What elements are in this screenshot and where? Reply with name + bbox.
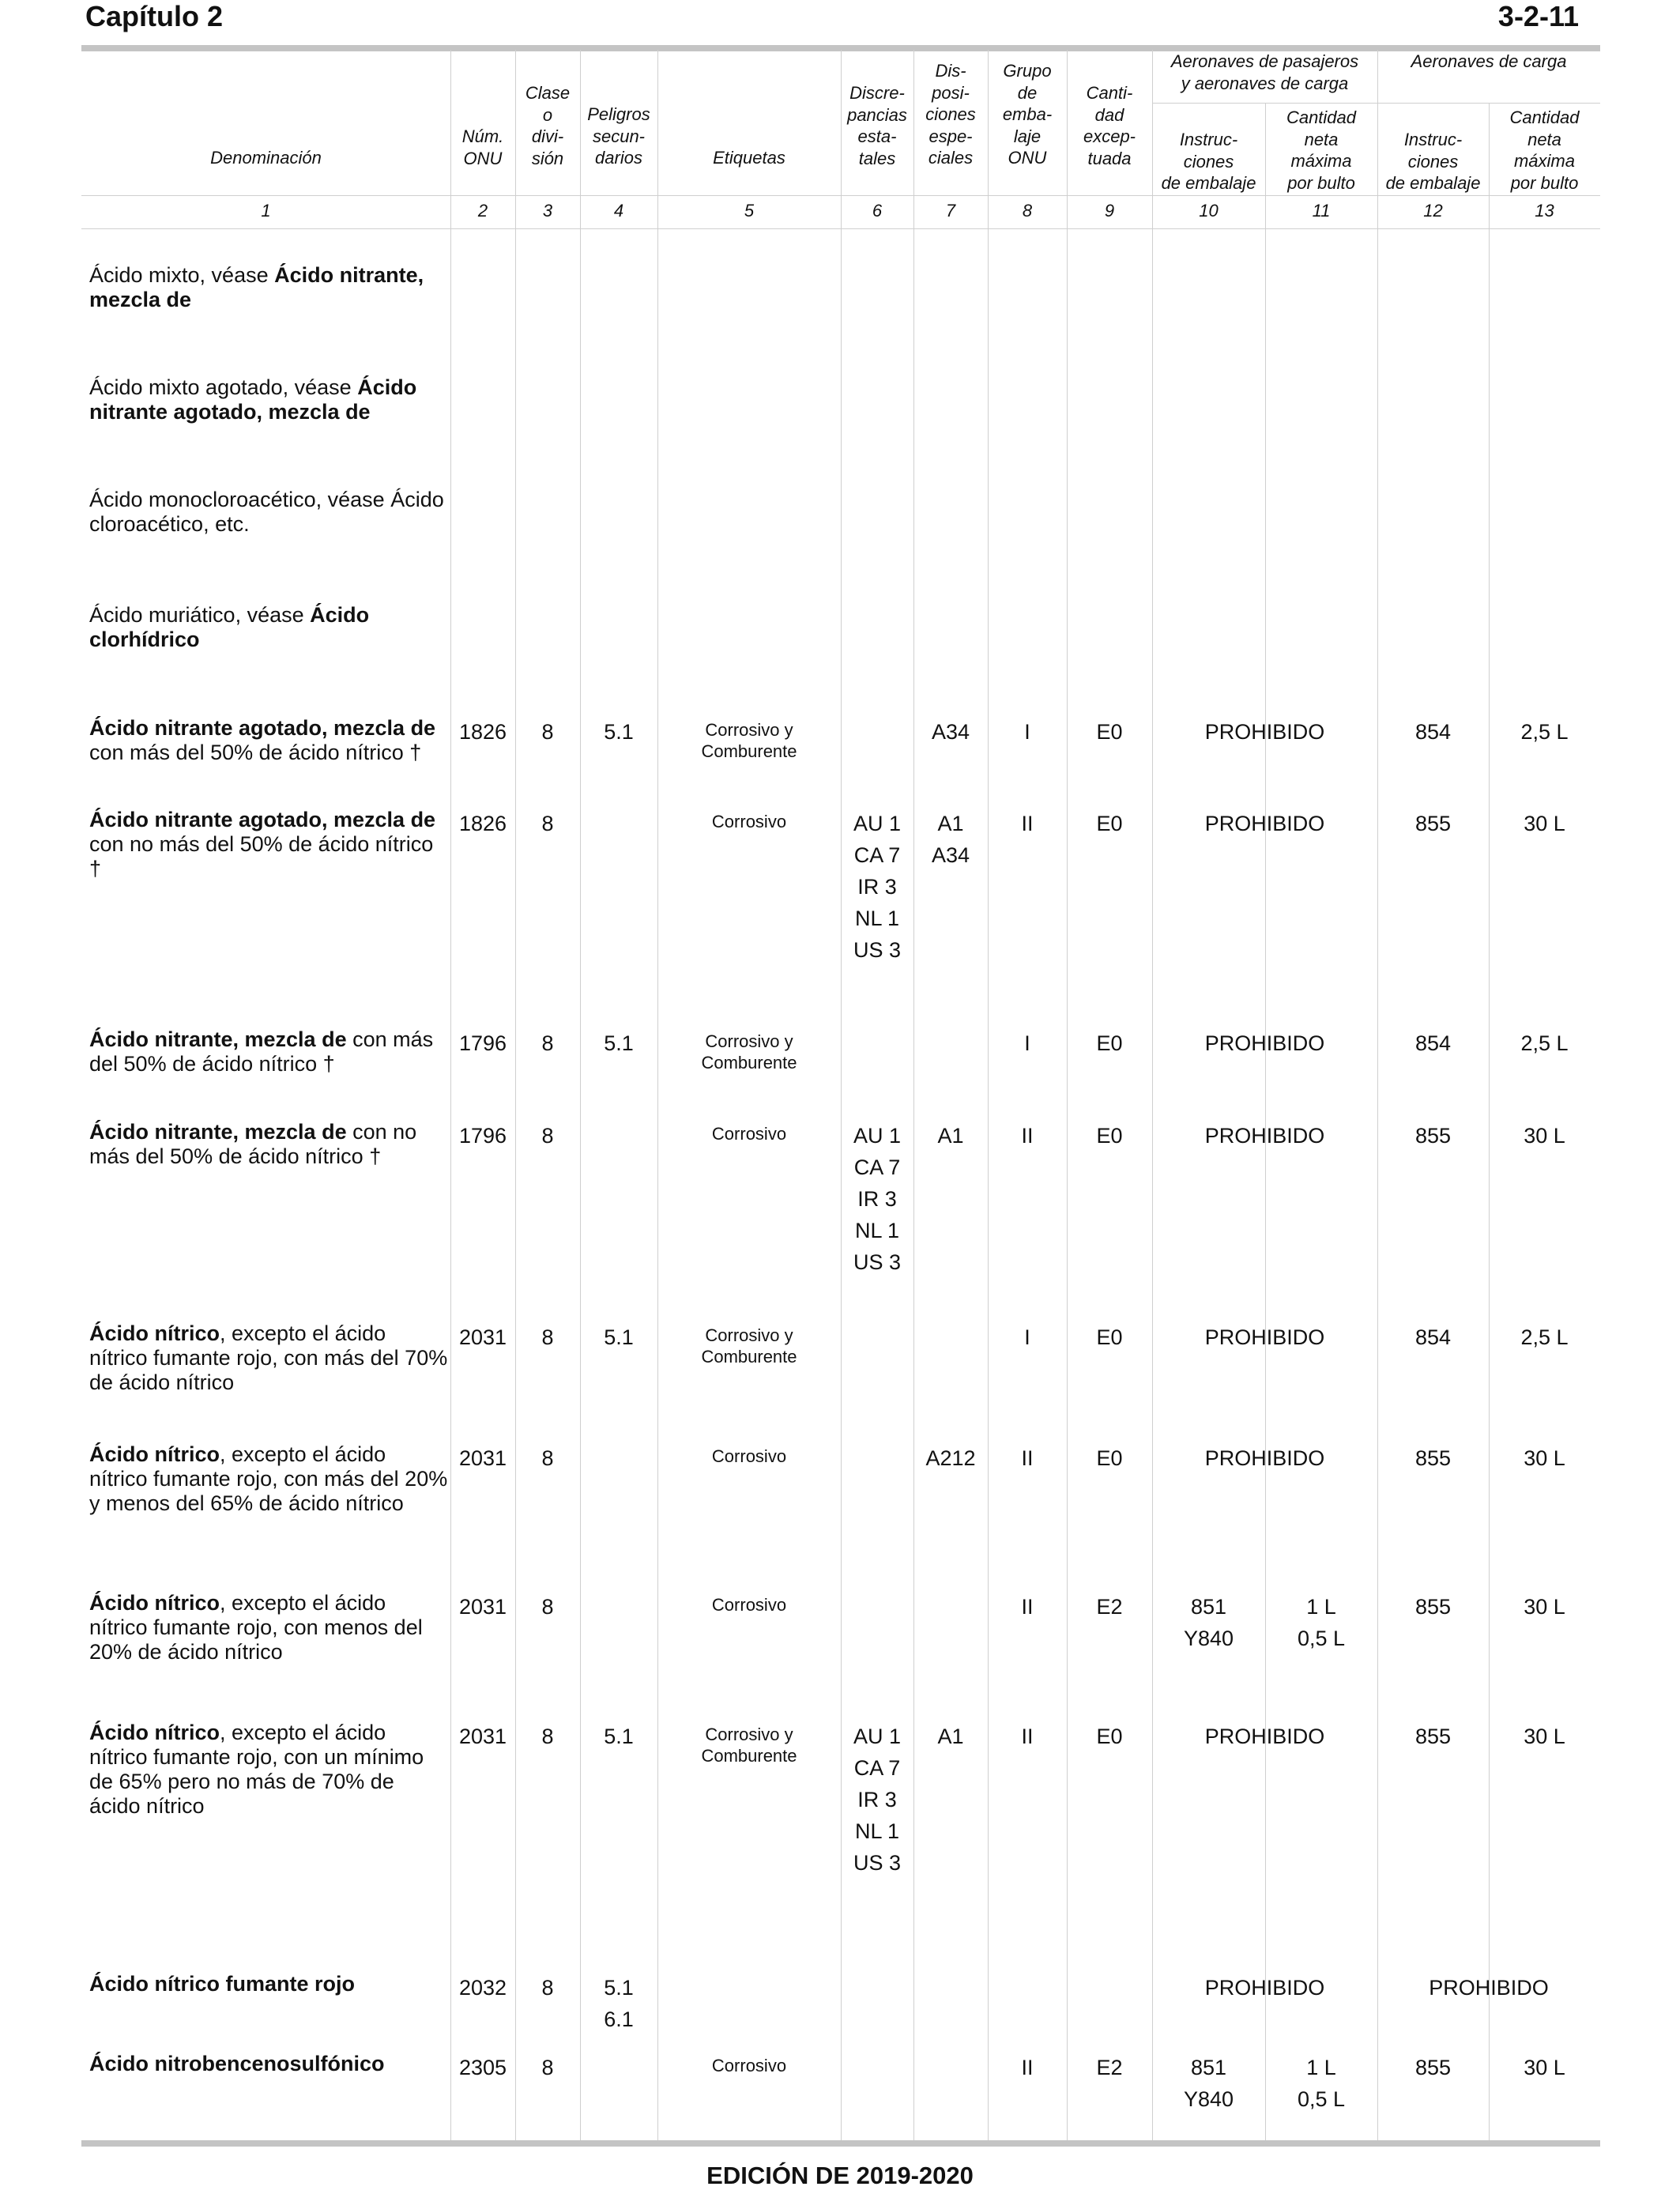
class-division: 8	[541, 720, 554, 744]
labels: Corrosivo y Comburente	[701, 1325, 797, 1367]
cargo-packing-instruction: 854	[1414, 1031, 1452, 1055]
row-name-bold: Ácido nítrico	[89, 1442, 220, 1466]
reference-text: Ácido monocloroacético, véase Ácido cloroacético, etc.	[89, 488, 444, 536]
row-name	[89, 2052, 449, 2076]
packing-group: II	[1021, 1595, 1034, 1619]
passenger-prohibited: PROHIBIDO	[1204, 1725, 1325, 1748]
un-number: 2031	[458, 1446, 507, 1470]
edition-footer: EDICIÓN DE 2019-2020	[706, 2162, 974, 2189]
row-name	[89, 1591, 449, 1664]
header-carga-group: Aeronaves de carga	[1411, 51, 1567, 71]
labels: Corrosivo y Comburente	[701, 720, 797, 761]
header-instrucciones-cargo: Instruc- ciones de embalaje	[1385, 130, 1481, 193]
passenger-prohibited: PROHIBIDO	[1204, 1446, 1325, 1470]
cargo-packing-instruction: 855	[1414, 2056, 1452, 2079]
row-name-bold: Ácido nítrico	[89, 1721, 220, 1744]
passenger-prohibited: PROHIBIDO	[1204, 1976, 1325, 2000]
state-variations: AU 1 CA 7 IR 3 NL 1 US 3	[853, 1124, 902, 1274]
subsidiary-hazard: 5.1	[604, 1725, 634, 1748]
class-division: 8	[541, 1595, 554, 1619]
row-name-bold: Ácido nitrobencenosulfónico	[89, 2052, 385, 2075]
header-num-onu: Núm. ONU	[461, 126, 504, 168]
row-name	[89, 716, 449, 765]
row-name	[89, 808, 449, 881]
un-number: 2305	[458, 2056, 507, 2079]
passenger-prohibited: PROHIBIDO	[1204, 812, 1325, 835]
column-number: 12	[1423, 201, 1443, 221]
bottom-rule	[81, 2140, 1600, 2147]
special-provisions: A1	[937, 1124, 964, 1148]
passenger-prohibited: PROHIBIDO	[1204, 720, 1325, 744]
special-provisions: A34	[931, 720, 970, 744]
row-name-rest: con más del 50% de ácido nítrico †	[89, 741, 422, 764]
cargo-max-quantity: 30 L	[1524, 1595, 1565, 1619]
cargo-max-quantity: 2,5 L	[1520, 1031, 1569, 1055]
labels: Corrosivo y Comburente	[701, 1031, 797, 1072]
labels: Corrosivo	[711, 1124, 787, 1144]
reference-entry	[89, 375, 449, 424]
excepted-quantity: E0	[1096, 812, 1123, 835]
special-provisions: A212	[925, 1446, 976, 1470]
labels: Corrosivo	[711, 1446, 787, 1466]
column-number: 11	[1312, 201, 1331, 221]
un-number: 2032	[458, 1976, 507, 2000]
header-instrucciones-pax: Instruc- ciones de embalaje	[1161, 130, 1256, 193]
class-division: 8	[541, 1725, 554, 1748]
passenger-prohibited: PROHIBIDO	[1204, 1124, 1325, 1148]
column-number: 6	[872, 201, 883, 221]
header-disposiciones: Dis- posi- ciones espe- ciales	[925, 61, 976, 168]
row-name	[89, 1442, 449, 1516]
reference-target: Ácido nitrante agotado, mezcla de	[89, 375, 417, 424]
header-cantidad-exceptuada: Canti- dad excep- tuada	[1083, 83, 1136, 168]
state-variations: AU 1 CA 7 IR 3 NL 1 US 3	[853, 1725, 902, 1875]
column-number: 8	[1022, 201, 1033, 221]
excepted-quantity: E0	[1096, 1124, 1123, 1148]
packing-group: II	[1021, 1725, 1034, 1748]
header-denominacion: Denominación	[210, 148, 322, 168]
row-name-rest: con no más del 50% de ácido nítrico †	[89, 832, 434, 880]
excepted-quantity: E0	[1096, 1725, 1123, 1748]
row-name-bold: Ácido nitrante agotado, mezcla de	[89, 716, 436, 740]
passenger-prohibited: PROHIBIDO	[1204, 1325, 1325, 1349]
header-peligros: Peligros secun- darios	[587, 104, 650, 168]
passenger-packing-instruction: 851 Y840	[1183, 2056, 1234, 2111]
subsidiary-hazard: 5.1	[604, 1031, 634, 1055]
row-name-bold: Ácido nítrico	[89, 1321, 220, 1345]
excepted-quantity: E0	[1096, 1446, 1123, 1470]
row-name-bold: Ácido nítrico	[89, 1591, 220, 1615]
column-number: 4	[613, 201, 624, 221]
class-division: 8	[541, 1325, 554, 1349]
row-name-bold: Ácido nitrante, mezcla de	[89, 1120, 347, 1144]
row-name-rest: , excepto el ácido nítrico fumante rojo, con un mínimo de 65% pero no más de 70% de ácido nítrico	[89, 1721, 424, 1818]
excepted-quantity: E0	[1096, 1325, 1123, 1349]
column-number: 9	[1104, 201, 1115, 221]
packing-group: I	[1024, 720, 1030, 744]
cargo-packing-instruction: 854	[1414, 1325, 1452, 1349]
cargo-packing-instruction: 855	[1414, 1124, 1452, 1148]
row-name-rest: con no más del 50% de ácido nítrico †	[89, 1120, 417, 1168]
cargo-packing-instruction: 855	[1414, 1595, 1452, 1619]
row-name-rest: con más del 50% de ácido nítrico †	[89, 1027, 434, 1076]
reference-target: Ácido clorhídrico	[89, 603, 370, 651]
class-division: 8	[541, 2056, 554, 2079]
labels: Corrosivo y Comburente	[701, 1725, 797, 1766]
row-name-rest: , excepto el ácido nítrico fumante rojo, con menos del 20% de ácido nítrico	[89, 1591, 423, 1664]
un-number: 1796	[458, 1124, 507, 1148]
reference-text: Ácido muriático, véase	[89, 603, 311, 627]
reference-text: Ácido mixto agotado, véase	[89, 375, 358, 399]
row-name	[89, 1120, 449, 1169]
header-cantidad-pax: Cantidad neta máxima por bulto	[1286, 107, 1357, 193]
un-number: 1826	[458, 720, 507, 744]
state-variations: AU 1 CA 7 IR 3 NL 1 US 3	[853, 812, 902, 962]
un-number: 2031	[458, 1325, 507, 1349]
header-discrepancias: Discre- pancias esta- tales	[847, 83, 907, 168]
row-name	[89, 1972, 449, 1996]
excepted-quantity: E2	[1096, 2056, 1123, 2079]
subsidiary-hazard: 5.1 6.1	[604, 1976, 634, 2031]
reference-text: Ácido mixto, véase	[89, 263, 275, 287]
subsidiary-hazard: 5.1	[604, 720, 634, 744]
un-number: 1796	[458, 1031, 507, 1055]
row-name-rest: , excepto el ácido nítrico fumante rojo, con más del 70% de ácido nítrico	[89, 1321, 448, 1394]
cargo-max-quantity: 30 L	[1524, 812, 1565, 835]
cargo-max-quantity: 2,5 L	[1520, 1325, 1569, 1349]
cargo-packing-instruction: 855	[1414, 812, 1452, 835]
un-number: 1826	[458, 812, 507, 835]
packing-group: I	[1024, 1325, 1030, 1349]
un-number: 2031	[458, 1725, 507, 1748]
class-division: 8	[541, 1446, 554, 1470]
un-number: 2031	[458, 1595, 507, 1619]
excepted-quantity: E0	[1096, 720, 1123, 744]
class-division: 8	[541, 1124, 554, 1148]
row-name-rest: , excepto el ácido nítrico fumante rojo, con más del 20% y menos del 65% de ácido nítrico	[89, 1442, 448, 1515]
column-number: 5	[744, 201, 755, 221]
class-division: 8	[541, 812, 554, 835]
subsidiary-hazard: 5.1	[604, 1325, 634, 1349]
special-provisions: A1 A34	[931, 812, 970, 867]
header-pasajeros-group: Aeronaves de pasajeros y aeronaves de carga	[1170, 51, 1359, 93]
excepted-quantity: E0	[1096, 1031, 1123, 1055]
column-number: 10	[1199, 201, 1219, 221]
class-division: 8	[541, 1031, 554, 1055]
cargo-max-quantity: 2,5 L	[1520, 720, 1569, 744]
cargo-max-quantity: 30 L	[1524, 2056, 1565, 2079]
reference-entry	[89, 603, 449, 652]
packing-group: II	[1021, 2056, 1034, 2079]
column-number: 7	[945, 201, 956, 221]
packing-group: II	[1021, 812, 1034, 835]
column-number: 13	[1535, 201, 1554, 221]
passenger-prohibited: PROHIBIDO	[1204, 1031, 1325, 1055]
cargo-max-quantity: 30 L	[1524, 1124, 1565, 1148]
reference-target: Ácido nitrante, mezcla de	[89, 263, 424, 311]
cargo-packing-instruction: 855	[1414, 1725, 1452, 1748]
column-number: 1	[261, 201, 271, 221]
row-name	[89, 1027, 449, 1076]
special-provisions: A1	[937, 1725, 964, 1748]
column-number: 2	[477, 201, 488, 221]
cargo-prohibited: PROHIBIDO	[1429, 1976, 1549, 2000]
passenger-max-quantity: 1 L 0,5 L	[1297, 1595, 1346, 1650]
row-name	[89, 1321, 449, 1395]
cargo-max-quantity: 30 L	[1524, 1725, 1565, 1748]
labels: Corrosivo	[711, 812, 787, 831]
row-name	[89, 1721, 449, 1819]
page-number: 3-2-11	[1497, 0, 1579, 32]
header-grupo: Grupo de emba- laje ONU	[1002, 61, 1053, 168]
header-clase: Clase o divi- sión	[525, 83, 571, 168]
packing-group: II	[1021, 1446, 1034, 1470]
header-cantidad-cargo: Cantidad neta máxima por bulto	[1509, 107, 1580, 193]
header-etiquetas: Etiquetas	[713, 148, 785, 168]
cargo-packing-instruction: 855	[1414, 1446, 1452, 1470]
packing-group: II	[1021, 1124, 1034, 1148]
labels: Corrosivo	[711, 2056, 787, 2075]
cargo-packing-instruction: 854	[1414, 720, 1452, 744]
class-division: 8	[541, 1976, 554, 2000]
row-name-bold: Ácido nitrante, mezcla de	[89, 1027, 347, 1051]
column-number: 3	[542, 201, 553, 221]
passenger-max-quantity: 1 L 0,5 L	[1297, 2056, 1346, 2111]
chapter-title: Capítulo 2	[85, 0, 224, 32]
cargo-max-quantity: 30 L	[1524, 1446, 1565, 1470]
passenger-packing-instruction: 851 Y840	[1183, 1595, 1234, 1650]
labels: Corrosivo	[711, 1595, 787, 1615]
packing-group: I	[1024, 1031, 1030, 1055]
row-name-bold: Ácido nitrante agotado, mezcla de	[89, 808, 436, 831]
reference-entry	[89, 488, 449, 537]
excepted-quantity: E2	[1096, 1595, 1123, 1619]
row-name-bold: Ácido nítrico fumante rojo	[89, 1972, 356, 1996]
reference-entry	[89, 263, 449, 312]
